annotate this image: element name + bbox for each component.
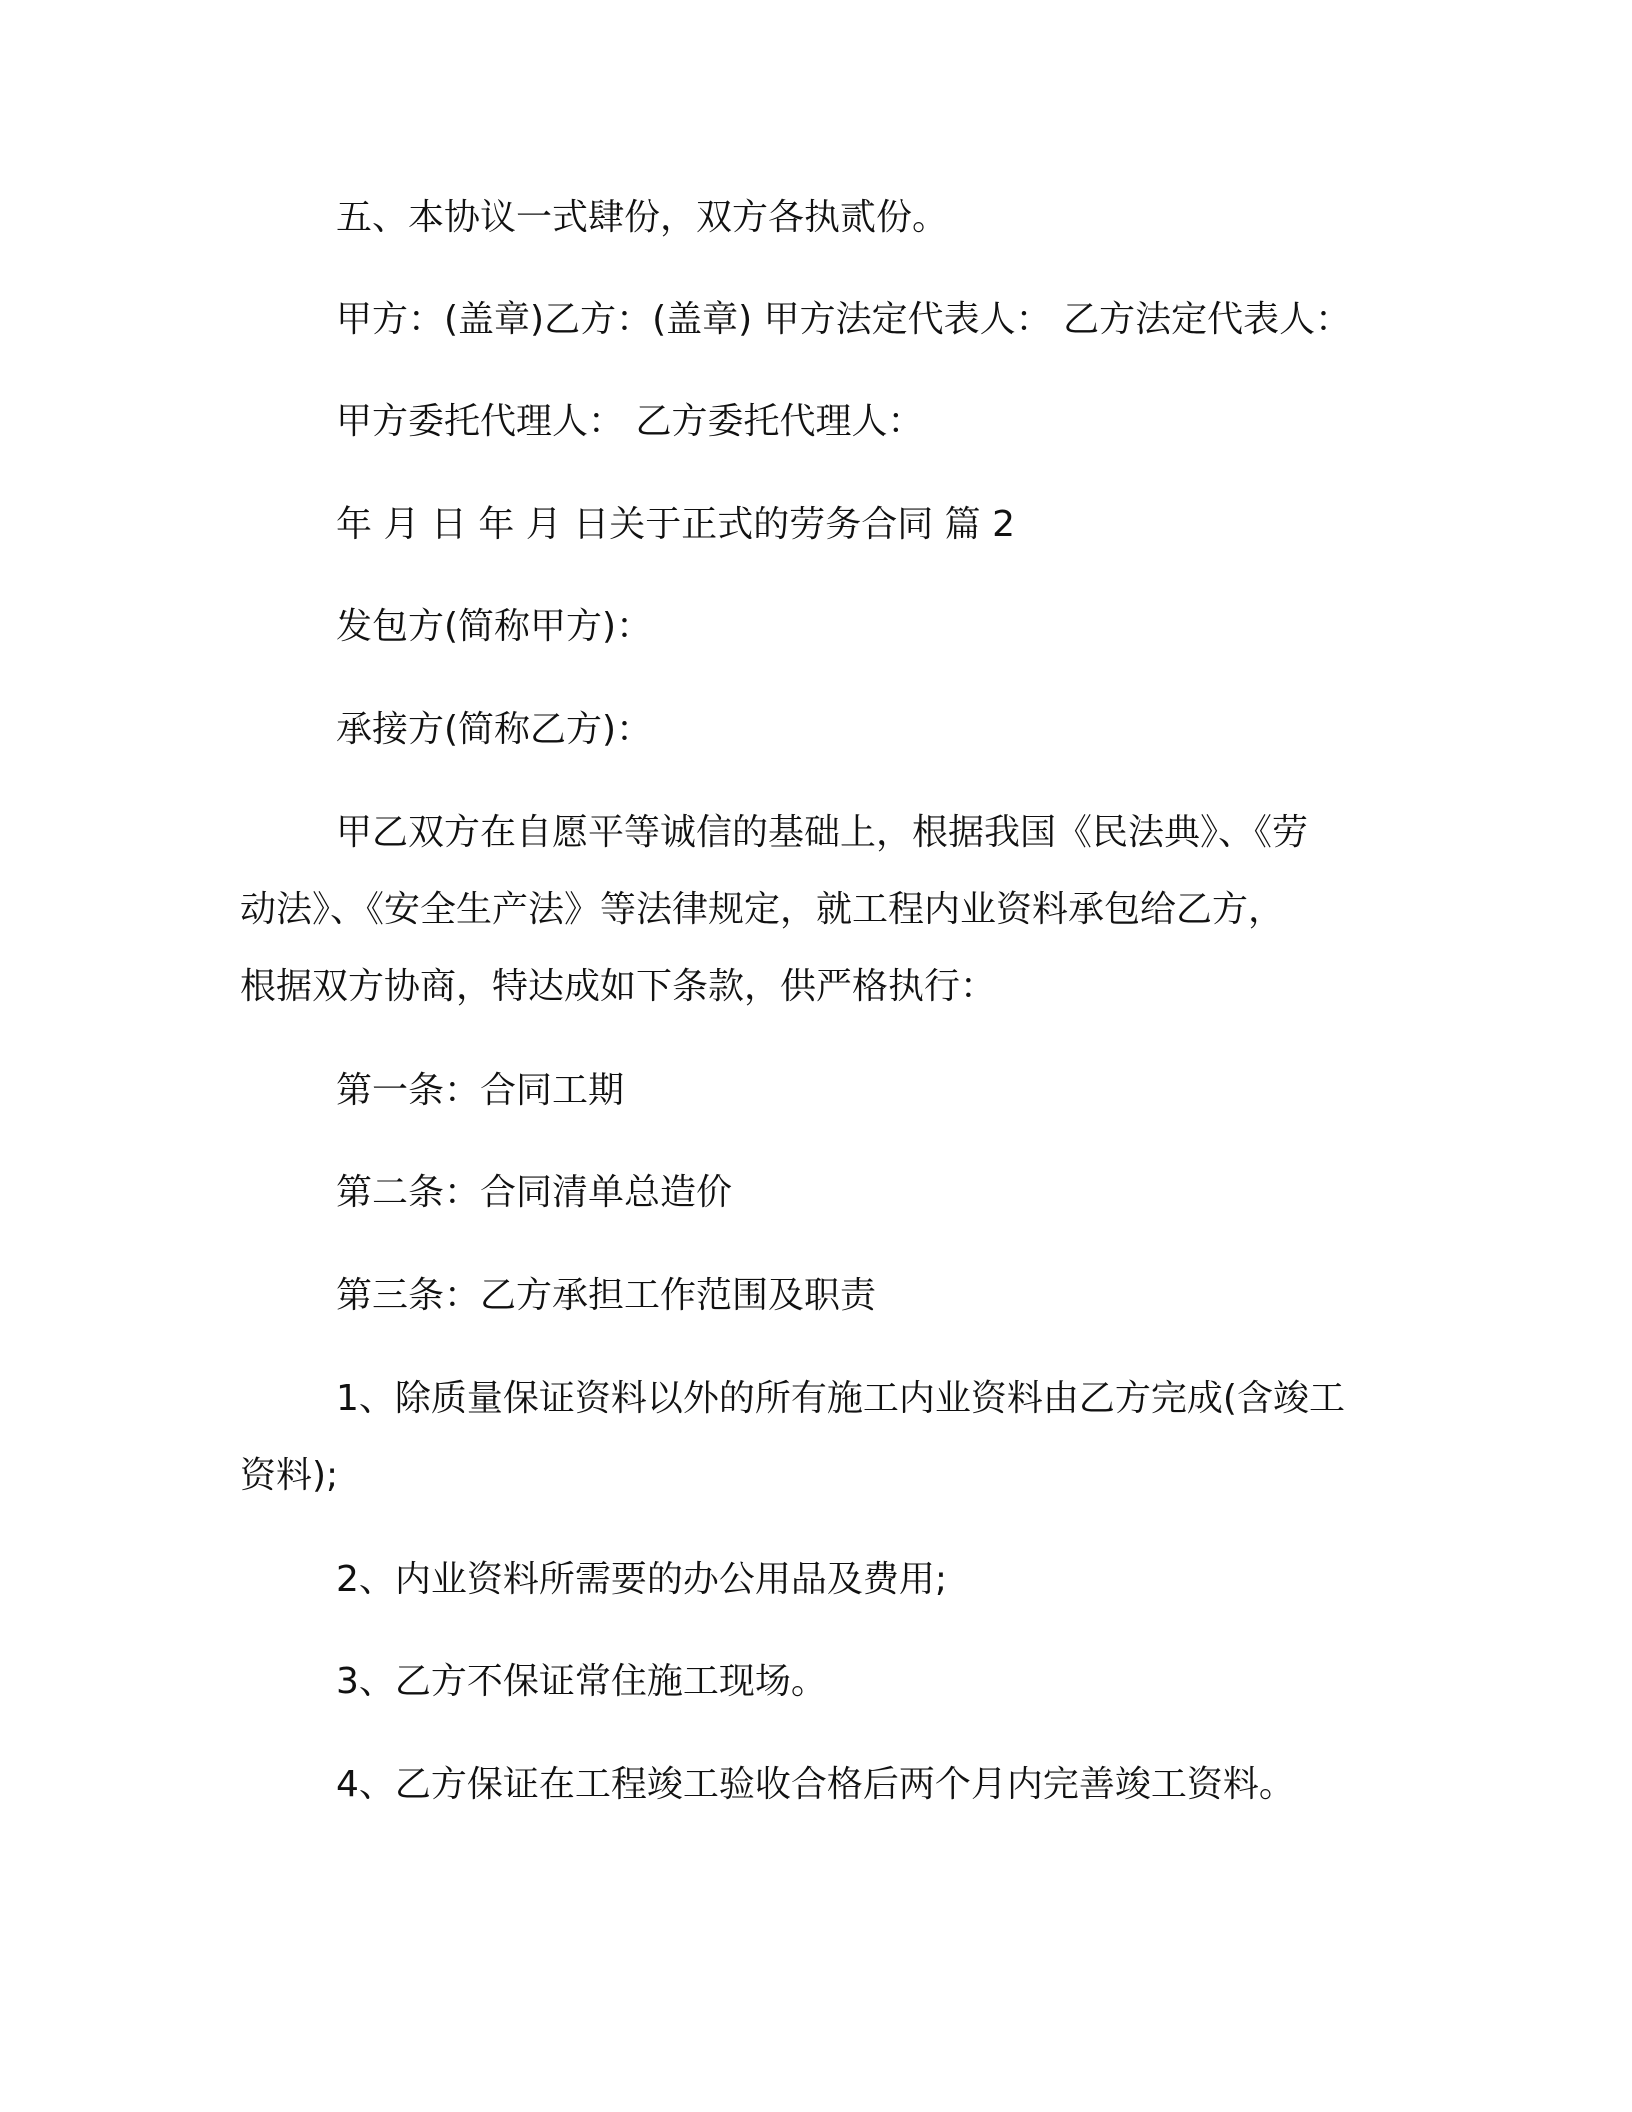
paragraph-contracting-party: 发包方(简称甲方)：	[336, 606, 653, 647]
intro-line: 动法》、《安全生产法》等法律规定，就工程内业资料承包给乙方，	[240, 889, 1285, 930]
intro-line: 根据双方协商，特达成如下条款，供严格执行：	[240, 966, 997, 1007]
paragraph-date-title: 年 月 日 年 月 日关于正式的劳务合同 篇 2	[336, 504, 1016, 545]
intro-line: 甲乙双方在自愿平等诚信的基础上，根据我国《民法典》、《劳	[336, 812, 1309, 853]
article-1: 第一条：合同工期	[336, 1070, 625, 1111]
item-1-line: 1、除质量保证资料以外的所有施工内业资料由乙方完成(含竣工	[336, 1378, 1345, 1419]
article-3: 第三条：乙方承担工作范围及职责	[336, 1275, 877, 1316]
item-4: 4、乙方保证在工程竣工验收合格后两个月内完善竣工资料。	[336, 1764, 1295, 1805]
article-2: 第二条：合同清单总造价	[336, 1172, 733, 1213]
paragraph-intro	[240, 797, 1410, 1023]
paragraph-copies: 五、本协议一式肆份，双方各执贰份。	[336, 197, 949, 238]
item-2: 2、内业资料所需要的办公用品及费用;	[336, 1559, 948, 1600]
item-1-line: 资料);	[240, 1455, 339, 1496]
item-3: 3、乙方不保证常住施工现场。	[336, 1661, 827, 1702]
item-1	[240, 1363, 1410, 1512]
paragraph-agents: 甲方委托代理人： 乙方委托代理人：	[336, 401, 924, 442]
paragraph-contractor-party: 承接方(简称乙方)：	[336, 709, 653, 750]
paragraph-signatures: 甲方：(盖章)乙方：(盖章) 甲方法定代表人： 乙方法定代表人：	[336, 299, 1352, 340]
